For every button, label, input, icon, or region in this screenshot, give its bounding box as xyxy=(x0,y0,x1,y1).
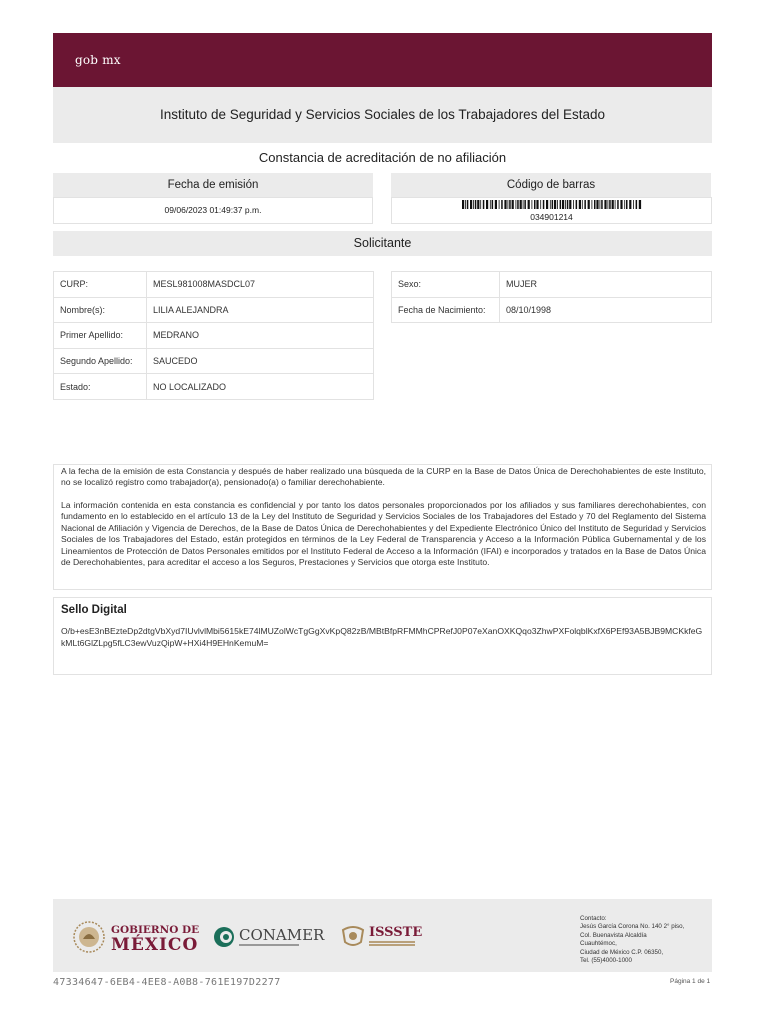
field-label: Primer Apellido: xyxy=(54,323,147,349)
solicitante-table-right xyxy=(391,271,712,323)
barcode-header: Código de barras xyxy=(391,173,711,197)
solicitante-header: Solicitante xyxy=(53,231,712,256)
barcode-bar xyxy=(462,200,464,209)
field-value: MUJER xyxy=(500,272,712,298)
barcode-bar xyxy=(520,200,522,209)
document-title: Constancia de acreditación de no afiliación xyxy=(258,150,507,165)
digital-seal-box xyxy=(53,597,712,675)
barcode-bar xyxy=(524,200,526,209)
barcode-bar xyxy=(588,200,590,209)
footer-band xyxy=(53,899,712,972)
barcode-bar xyxy=(639,200,641,209)
digital-seal-title: Sello Digital xyxy=(61,604,127,616)
barcode-bar xyxy=(624,200,625,209)
gobmx-logo[interactable]: gob mx xyxy=(75,53,121,67)
barcode-bar xyxy=(465,200,466,209)
barcode-bar xyxy=(601,200,603,209)
conamer-label: CONAMER xyxy=(239,926,325,944)
institute-name: Instituto de Seguridad y Servicios Sociales de los Trabajadores del Estado xyxy=(159,107,605,122)
barcode-bar xyxy=(584,200,586,209)
barcode-bar xyxy=(508,200,509,209)
contact-line: Col. Buenavista Alcaldía xyxy=(580,931,647,939)
field-value: NO LOCALIZADO xyxy=(147,374,374,400)
barcode-bar xyxy=(504,200,506,209)
barcode-bar xyxy=(557,200,558,209)
barcode-bar xyxy=(536,200,538,209)
table-row xyxy=(54,348,374,374)
contact-line: Ciudad de México C.P. 06350, xyxy=(580,948,664,956)
barcode-bar xyxy=(509,200,511,209)
barcode-bar xyxy=(554,200,556,209)
barcode-bar xyxy=(567,200,569,209)
barcode-bar xyxy=(516,200,517,209)
barcode-box xyxy=(391,197,712,224)
barcode-bar xyxy=(565,200,566,209)
contact-line: Tel. (55)4000-1000 xyxy=(580,957,632,965)
table-row xyxy=(54,297,374,323)
contact-line: Cuauhtémoc, xyxy=(580,940,617,948)
conamer-subtitle-line xyxy=(239,944,299,946)
field-label: Segundo Apellido: xyxy=(54,348,147,374)
barcode-number: 034901214 xyxy=(530,212,573,222)
issste-subtitle-line-2 xyxy=(369,944,415,946)
barcode-bar xyxy=(617,200,619,209)
barcode-bar xyxy=(528,200,530,209)
contact-block xyxy=(580,915,684,965)
barcode-bar xyxy=(579,200,581,209)
barcode-bar xyxy=(594,200,596,209)
field-value: 08/10/1998 xyxy=(500,297,712,323)
barcode-bar xyxy=(609,200,611,209)
barcode-bar xyxy=(495,200,497,209)
barcode-bar xyxy=(517,200,519,209)
emission-date-value: 09/06/2023 01:49:37 p.m. xyxy=(53,197,373,224)
gobierno-de-label: GOBIERNO DE xyxy=(111,924,200,936)
document-uuid: 47334647-6EB4-4EE8-A0B8-761E197D2277 xyxy=(53,977,281,988)
legal-notice xyxy=(53,464,712,590)
field-value: LILIA ALEJANDRA xyxy=(147,297,374,323)
barcode-bar xyxy=(501,200,503,209)
institute-banner xyxy=(53,87,712,143)
barcode-bar xyxy=(550,200,551,209)
field-label: Fecha de Nacimiento: xyxy=(392,297,500,323)
barcode-bar xyxy=(512,200,514,209)
barcode-bar xyxy=(573,200,574,209)
barcode-bar xyxy=(473,200,474,209)
barcode-bar xyxy=(569,200,571,209)
contact-line: Jesús García Corona No. 140 2° piso, xyxy=(580,923,685,931)
barcode-bar xyxy=(576,200,578,209)
barcode-bar xyxy=(629,200,631,209)
barcode-bar xyxy=(470,200,472,209)
barcode-bar xyxy=(532,200,533,209)
solicitante-table-left xyxy=(53,271,374,400)
barcode-bar xyxy=(543,200,545,209)
issste-emblem-icon xyxy=(339,922,367,950)
barcode-bar xyxy=(483,200,485,209)
barcode-bar xyxy=(582,200,583,209)
barcode-bar xyxy=(467,200,469,209)
barcode-bar xyxy=(608,200,609,209)
barcode-bar xyxy=(633,200,634,209)
page-number: Página 1 de 1 xyxy=(670,978,711,985)
conamer-logo-icon xyxy=(213,926,235,948)
barcode-image xyxy=(462,200,642,209)
mexico-coat-of-arms-icon xyxy=(73,921,105,953)
barcode-bar xyxy=(626,200,628,209)
field-value: MEDRANO xyxy=(147,323,374,349)
barcode-bar xyxy=(523,200,524,209)
field-label: CURP: xyxy=(54,272,147,298)
barcode-bar xyxy=(560,200,562,209)
barcode-bar xyxy=(534,200,536,209)
barcode-bar xyxy=(552,200,554,209)
barcode-bar xyxy=(600,200,601,209)
barcode-bar xyxy=(475,200,477,209)
field-label: Estado: xyxy=(54,374,147,400)
barcode-bar xyxy=(592,200,593,209)
barcode-bar xyxy=(499,200,500,209)
issste-subtitle-line-1 xyxy=(369,941,415,943)
field-label: Sexo: xyxy=(392,272,500,298)
barcode-bar xyxy=(492,200,494,209)
field-value: SAUCEDO xyxy=(147,348,374,374)
top-banner xyxy=(53,33,712,87)
barcode-bar xyxy=(620,200,622,209)
barcode-bar xyxy=(477,200,479,209)
mexico-label: MÉXICO xyxy=(111,935,199,955)
table-row xyxy=(392,272,712,298)
field-label: Nombre(s): xyxy=(54,297,147,323)
barcode-bar xyxy=(480,200,481,209)
table-row xyxy=(54,374,374,400)
barcode-bar xyxy=(486,200,488,209)
barcode-bar xyxy=(546,200,548,209)
legal-paragraph-2: La información contenida en esta constancia es confidencial y por tanto los datos personales proporcionados por los afiliados y sus familiares derechohabientes, con fundamento en lo establecido en el artículo 13 de la Ley del Instituto de Seguridad y Servicios Sociales de los Trabajadores del Estado y 70 del Reglamento del Sistema Nacional de Afiliación y Vigencia de Derechos, de la Base de Datos Única de Derechohabientes y del Expediente Electrónico Único del Instituto de Seguridad y Servicios Sociales de los Trabajadores del Estado, están protegidos en términos de la Ley Federal de Transparencia y Acceso a la Información Pública Gubernamental y de los Lineamientos de Protección de Datos Personales emitidos por el Instituto Federal de Acceso a la Información (IFAI) e incorporados y tratados en la Base de Datos Única de Derechohabientes, para acreditar el acceso a los Seguros, Prestaciones y Servicios que otorga este Instituto. xyxy=(61,500,706,568)
barcode-bar xyxy=(636,200,638,209)
table-row xyxy=(54,272,374,298)
barcode-bar xyxy=(615,200,616,209)
table-row xyxy=(392,297,712,323)
barcode-bar xyxy=(596,200,598,209)
issste-label: ISSSTE xyxy=(369,925,423,940)
barcode-bar xyxy=(490,200,491,209)
barcode-bar xyxy=(604,200,606,209)
field-value: MESL981008MASDCL07 xyxy=(147,272,374,298)
barcode-bar xyxy=(612,200,614,209)
digital-seal-value: O/b+esE3nBEzteDp2dtgVbXyd7IUvlvlMbi5615kE74lMUZolWcTgGgXvKpQ82zB/MBtBfpRFMMhCPRefJ0P07eXanOXKQqo3ZhwPXFolqblKxfX6PEf93A5BJB9MCKkfeGkMLt6GlZLpg5fLC3ewVuzQipW+HXi4H9EHnKemuM= xyxy=(61,626,703,648)
contact-line: Contacto: xyxy=(580,915,607,922)
emission-date-header: Fecha de emisión xyxy=(53,173,373,197)
legal-paragraph-1: A la fecha de la emisión de esta Constancia y después de haber realizado una búsqueda de la CURP en la Base de Datos Única de Derechohabientes de este Instituto, no se localizó registro como trabajador(a), pensionado(a) o familiar derechohabiente. xyxy=(61,466,706,488)
table-row xyxy=(54,323,374,349)
barcode-bar xyxy=(562,200,564,209)
barcode-bar xyxy=(540,200,541,209)
